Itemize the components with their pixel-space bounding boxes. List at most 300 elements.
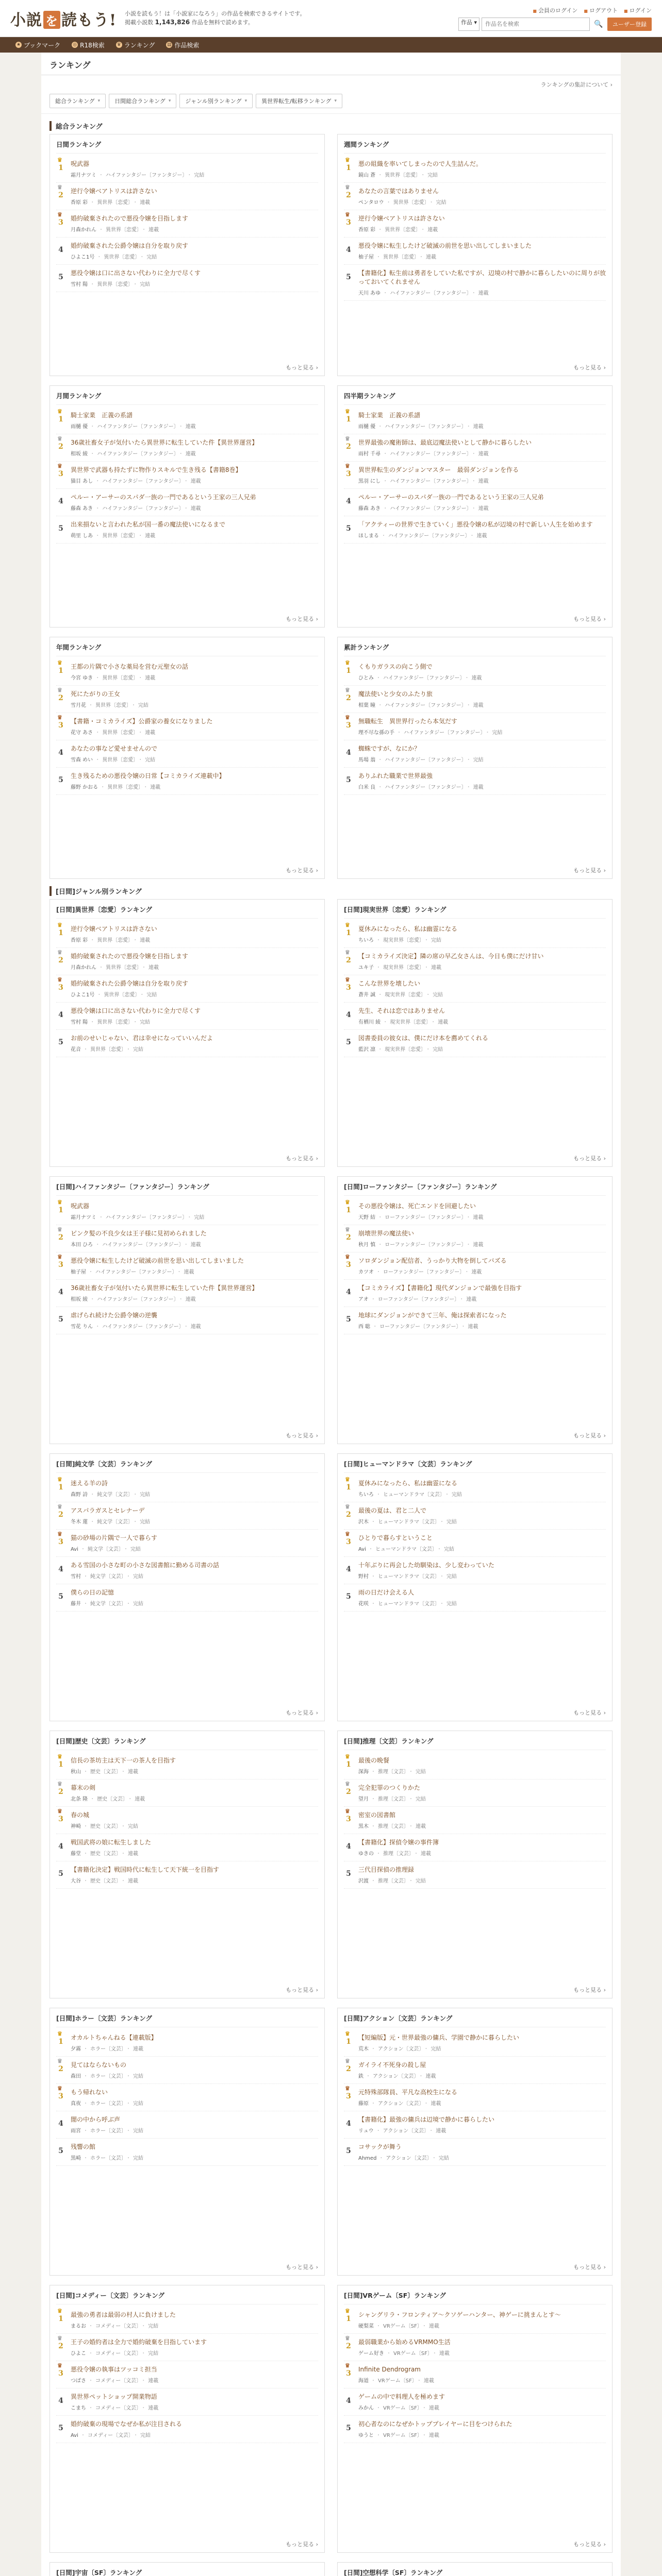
work-author[interactable]: 森田 [71,2074,81,2079]
work-author[interactable]: 藤井 [71,1601,81,1607]
work-author[interactable]: Avi [71,1547,78,1552]
work-meta [358,531,606,539]
rank-number: 5 [346,2424,351,2432]
work-title-link[interactable]: 世界最強の魔術師は、最底辺魔法使いとして静かに暮らしたい [358,439,532,446]
work-author[interactable]: ひよこ1号 [71,992,95,998]
work-title-link[interactable]: 婚約破棄された公爵令嬢は自分を取り戻す [71,242,189,249]
work-title-link[interactable]: オカルトちゃんねる【連載版】 [71,2034,157,2041]
work-author[interactable]: 相坂 綾 [71,451,88,457]
work-author[interactable]: ちいろ [358,1492,374,1498]
work-title-link[interactable]: 最後の夏は、君と二人で [358,1507,427,1514]
work-status: 連載 [468,1324,478,1330]
work-title-link[interactable]: 【書籍化】最強の傭兵は辺境で静かに暮らしたい [358,2116,495,2123]
more-link[interactable]: もっと見る › [573,2541,606,2548]
work-title-link[interactable]: 戦国武将の娘に転生しました [71,1839,152,1846]
ranking-item-body [358,744,606,763]
ranking-item-body [358,717,606,736]
work-status: 連載 [185,1297,196,1302]
work-author[interactable]: 香原 彩 [71,200,88,206]
work-title-link[interactable]: 迷える羊の詩 [71,1480,108,1487]
work-title-link[interactable]: 婚約破棄の現場でなぜか私が注目される [71,2420,183,2428]
work-author[interactable]: 天川 あゆ [358,291,381,296]
work-title-link[interactable]: その悪役令嬢は、死亡エンドを回避したい [358,1202,476,1210]
work-author[interactable]: 藍沢 凛 [358,1047,376,1053]
work-author[interactable]: 黒木 [358,1824,369,1829]
more-link[interactable]: もっと見る › [286,1987,318,1993]
work-author[interactable]: 荒木 [358,2046,369,2052]
rank-number: 4 [346,497,351,505]
work-author[interactable]: 雪村 [71,1574,81,1580]
work-title-link[interactable]: 悪役令嬢に転生したけど破滅の前世を思い出してしまいました [71,1257,244,1264]
work-title-link[interactable]: 王子の婚約者は全力で婚約破棄を目指しています [71,2338,207,2346]
work-author[interactable]: つばさ [71,2378,86,2384]
work-title-link[interactable]: 完全犯罪のつくりかた [358,1784,421,1791]
work-title-link[interactable]: 最後の晩餐 [358,1757,390,1764]
ranking-item-body [358,1784,606,1802]
work-author[interactable]: 雨樋 優 [71,424,88,430]
header-link-logout[interactable]: ■ ログアウト [584,6,618,14]
work-author[interactable]: 花音 [71,1047,81,1053]
meta-separator: ・ [383,451,388,457]
work-title-link[interactable]: 夏休みになったら、私は幽霊になる [358,925,458,933]
work-title-link[interactable]: 【コミカライズ決定】隣の席の早乙女さんは、今日も僕にだけ甘い [358,953,544,960]
ranking-item [56,2139,318,2166]
work-author[interactable]: 望月 [358,1797,369,1802]
work-title-link[interactable]: お前のせいじゃない、君は幸せになっていいんだよ [71,1035,213,1042]
work-author[interactable]: まるお [71,2324,86,2329]
work-author[interactable]: 柚子屋 [71,1269,86,1275]
work-author[interactable]: 真夜 [71,2101,81,2107]
meta-separator: ・ [139,255,145,260]
meta-separator: ・ [376,1269,381,1275]
meta-separator: ・ [90,282,95,287]
work-title-link[interactable]: くもりガラスの向こう側で [358,663,433,670]
ranking-item-body [71,2311,318,2329]
work-genre: VRゲーム〔SF〕 [378,2378,415,2384]
ranking-item [344,1780,606,1807]
work-title-link[interactable]: 【書籍化】転生前は勇者をしていた私ですが、辺境の村で静かに暮らしたいのに周りが放っておいてくれません [358,269,606,285]
work-status: 完結 [140,1519,151,1525]
meta-separator: ・ [439,1519,444,1525]
work-title-link[interactable]: 逆行令嬢ベアトリスは許さない [71,925,157,933]
work-author[interactable]: 秋山 [71,1769,81,1775]
more-link[interactable]: もっと見る › [573,616,606,622]
work-author[interactable]: 香原 彩 [71,938,88,943]
work-title-link[interactable]: 【書籍・コミカライズ】公爵家の養女になりました [71,718,213,725]
work-title-link[interactable]: 生き残るための悪役令嬢の日常【コミカライズ連載中】 [71,772,225,779]
work-author[interactable]: 理不尽な孫の手 [358,730,394,736]
meta-separator: ・ [88,2351,93,2357]
work-title-link[interactable]: 無職転生 異世界行ったら本気だす [358,718,458,725]
work-author[interactable]: 雨村 千尋 [358,451,381,457]
more-link[interactable]: もっと見る › [286,1709,318,1716]
work-title-link[interactable]: あなたの事など愛せませんので [71,745,158,752]
work-status: 連載 [128,1851,138,1857]
work-meta [358,755,606,763]
work-meta [358,2072,606,2079]
meta-separator: ・ [376,2433,381,2438]
work-author[interactable]: 雪村 陽 [71,282,88,287]
work-title-link[interactable]: 見てはならないもの [71,2061,127,2069]
ranking-item [56,1584,318,1612]
work-author[interactable]: 雪森 めい [71,757,93,763]
more-link[interactable]: もっと見る › [286,1432,318,1439]
header-link-member[interactable]: ■ 会員のログイン [533,6,577,14]
work-title-link[interactable]: 蜘蛛ですが、なにか？ [358,745,421,752]
work-meta [71,1045,318,1053]
work-author[interactable]: 鏡山 蒼 [358,173,376,178]
work-author[interactable]: 藤野 かおる [71,785,98,790]
work-author[interactable]: ゆきの [358,1851,374,1857]
tab-isekai[interactable]: 異世界転生/転移ランキング ▾ [256,94,342,108]
work-author[interactable]: こまち [71,2405,86,2411]
work-author[interactable]: 蒼井 誠 [358,992,376,998]
ranking-list [344,2029,606,2260]
work-author[interactable]: 猫目 あし [71,479,93,484]
more-link[interactable]: もっと見る › [286,364,318,371]
work-title-link[interactable]: ある雪国の小さな町の小さな図書館に勤める司書の話 [71,1562,220,1569]
work-author[interactable]: ひよこ [71,2351,86,2357]
work-title-link[interactable]: 王都の片隅で小さな薬局を営む元聖女の話 [71,663,189,670]
work-author[interactable]: 森野 詩 [71,1492,88,1498]
ranking-item [344,768,606,795]
work-title-link[interactable]: 【短編版】元・世界最強の傭兵、学園で静かに暮らしたい [358,2034,520,2041]
work-title-link[interactable]: 魔法使いと少女のふたり旅 [358,690,433,698]
work-author[interactable]: ユキ子 [358,965,374,971]
ranking-item-body [358,2365,606,2384]
work-author[interactable]: みかん [358,2405,374,2411]
work-author[interactable]: 本田 ひろ [71,1242,93,1248]
ranking-item [344,1861,606,1889]
work-meta [358,2126,606,2134]
work-meta [358,1794,606,1802]
work-title-link[interactable]: 婚約破棄されたので悪役令嬢を目指します [71,215,189,222]
meta-separator: ・ [178,424,184,430]
meta-separator: ・ [95,533,101,539]
work-title-link[interactable]: ペルー・アーサーのスパダ一族の一門であるという王家の三人兄弟 [71,494,256,501]
work-author[interactable]: 鉄 [358,2074,363,2079]
work-title-link[interactable]: 最弱職業から始めるVRMMO生活 [358,2338,451,2346]
nav-ranking[interactable] [116,41,155,49]
work-title-link[interactable]: 異世界ペットショップ開業物語 [71,2393,157,2400]
work-author[interactable]: 黒崎 [71,2156,81,2161]
work-author[interactable]: 野村 [358,1574,369,1580]
search-type-select[interactable]: 作品 ▾ [458,18,479,31]
work-meta [358,1599,606,1607]
work-title-link[interactable]: 悪役令嬢は口に出さない代わりに全力で尽くす [71,269,201,277]
work-author[interactable]: 今宮 ゆき [71,675,93,681]
work-author[interactable]: 柚子屋 [358,255,374,260]
work-author[interactable]: 夕霧 [71,2046,81,2052]
work-title-link[interactable]: 虐げられ続けた公爵令嬢の逆襲 [71,1312,158,1319]
rank-number: 4 [346,246,351,254]
meta-separator: ・ [127,1797,133,1802]
work-title-link[interactable]: 呪武器 [71,160,90,167]
work-author[interactable]: 馬場 翁 [358,757,376,763]
meta-separator: ・ [88,2405,93,2411]
work-author[interactable]: 天野 結 [358,1215,376,1221]
work-author[interactable]: 北条 隆 [71,1797,88,1802]
work-genre: 歴史〔文芸〕 [90,1824,119,1829]
more-link[interactable]: もっと見る › [573,1432,606,1439]
ranking-item [344,1475,606,1502]
ranking-item-body [358,1811,606,1829]
ranking-item [344,1003,606,1030]
more-link[interactable]: もっと見る › [286,1155,318,1162]
ranking-item-body [71,663,318,681]
work-title-link[interactable]: あなたの言葉ではありません [358,188,439,195]
ranking-item-body [358,2338,606,2357]
ranking-card [337,1731,613,1998]
rank-number: 4 [58,1842,63,1851]
site-logo[interactable] [10,7,117,30]
work-title-link[interactable]: こんな世界を壊したい [358,980,421,987]
work-title-link[interactable]: 図書委員の彼女は、僕にだけ本を薦めてくれる [358,1035,489,1042]
work-author[interactable]: 藤堂 [71,1851,81,1857]
work-author[interactable]: ほしまる [358,533,379,539]
meta-separator: ・ [383,291,388,296]
work-genre: 異世界〔恋愛〕 [97,1020,131,1025]
work-title-link[interactable]: 三代目探偵の推理録 [358,1866,415,1873]
work-author[interactable]: 神崎 [71,1824,81,1829]
work-status: 完結 [133,2074,143,2079]
work-author[interactable]: 大谷 [71,1878,81,1884]
work-author[interactable]: 萌里 しあ [71,533,93,539]
work-title-link[interactable]: ペルー・アーサーのスパダ一族の一門であるという王家の三人兄弟 [358,494,544,501]
work-title-link[interactable]: 悪役令嬢は口に出さない代わりに全力で尽くす [71,1007,201,1014]
more-link[interactable]: もっと見る › [573,364,606,371]
work-title-link[interactable]: 【書籍化決定】戦国時代に転生して天下統一を目指す [71,1866,220,1873]
meta-separator: ・ [408,1797,413,1802]
work-title-link[interactable]: ありふれた職業で世界最強 [358,772,433,779]
more-link[interactable]: もっと見る › [573,1709,606,1716]
work-author[interactable]: 白米 良 [358,785,376,790]
more-link[interactable]: もっと見る › [573,867,606,874]
work-author[interactable]: 月森かれん [71,227,96,233]
work-author[interactable]: 海道 [358,2378,369,2384]
search-icon[interactable]: 🔍 [592,18,605,31]
work-author[interactable]: 西 聡 [358,1324,371,1330]
rank-number: 5 [346,273,351,281]
work-title-link[interactable]: 悪役令嬢に転生したけど破滅の前世を思い出してしまいました [358,242,532,249]
work-author[interactable]: Avi [358,1547,366,1552]
work-author[interactable]: 冬木 蓮 [71,1519,88,1525]
work-title-link[interactable]: 逆行令嬢ベアトリスは許さない [358,215,445,222]
work-title-link[interactable]: もう帰れない [71,2089,108,2096]
work-author[interactable]: 雨宮 [71,2128,81,2134]
work-title-link[interactable]: 36歳社畜女子が気付いたら異世界に転生していた件【異世界運営】 [71,1284,258,1292]
meta-separator: ・ [139,992,145,998]
rank-crown-icon: ♛ 2 [56,1784,65,1802]
work-title-link[interactable]: 春の城 [71,1811,90,1819]
work-title-link[interactable]: 「アクティーの世界で生きていく」悪役令嬢の私が辺境の村で新しい人生を始めます [358,521,593,528]
work-author[interactable]: 雪花 りん [71,1324,93,1330]
ranking-item-body [71,2420,318,2438]
work-author[interactable]: 相葉 瞳 [358,703,376,708]
work-status: 連載 [466,1297,477,1302]
work-title-link[interactable]: 婚約破棄された公爵令嬢は自分を取り戻す [71,980,189,987]
work-title-link[interactable]: 元特殊部隊員、平凡な高校生になる [358,2089,458,2096]
work-author[interactable]: 香原 彩 [358,227,376,233]
tab-overall[interactable]: 総合ランキング ▾ [49,94,106,108]
work-status: 連載 [473,1242,484,1248]
work-title-link[interactable]: 地球にダンジョンができて三年、俺は探索者になった [358,1312,507,1319]
work-author[interactable]: 相坂 綾 [71,1297,88,1302]
work-title-link[interactable]: 婚約破棄されたので悪役令嬢を目指します [71,953,189,960]
work-author[interactable]: ひとみ [358,675,374,681]
work-author[interactable]: 霜月ナツミ [71,173,96,178]
work-title-link[interactable]: 悪役令嬢の執事はツッコミ担当 [71,2366,157,2373]
work-title-link[interactable]: ピンク髪の不良少女は王子様に見初められました [71,1230,207,1237]
work-meta [71,2099,318,2107]
work-author[interactable]: 藤森 あき [71,506,93,512]
work-author[interactable]: カツオ [358,1269,374,1275]
work-meta [71,673,318,681]
work-author[interactable]: 深海 [358,1769,369,1775]
work-title-link[interactable]: ひとりで暮らすということ [358,1534,433,1541]
work-title-link[interactable]: 逆行令嬢ベアトリスは許さない [71,188,157,195]
work-title-link[interactable]: 信長の茶坊主は天下一の茶人を目指す [71,1757,176,1764]
work-author[interactable]: 秋月 慎 [358,1242,376,1248]
work-author[interactable]: アオ [358,1297,369,1302]
about-ranking-link[interactable]: ランキングの集計について › [541,81,613,88]
work-title-link[interactable]: 【書籍化】探偵令嬢の事件簿 [358,1839,439,1846]
work-title-link[interactable]: 悪の組織を率いてしまったので人生詰んだ。 [358,160,483,167]
work-author[interactable]: ちいろ [358,938,374,943]
work-author[interactable]: 霜月ナツミ [71,1215,96,1221]
work-title-link[interactable]: アスパラガスとセレナーデ [71,1507,145,1514]
work-title-link[interactable]: 【コミカライズ】【書籍化】現代ダンジョンで最強を目指す [358,1284,522,1292]
work-author[interactable]: Avi [71,2433,78,2438]
work-title-link[interactable]: 残響の館 [71,2143,96,2150]
work-title-link[interactable]: 僕らの日の記憶 [71,1589,114,1596]
work-status: 完結 [433,992,443,998]
work-status: 連載 [473,703,484,708]
meta-separator: ・ [436,1547,442,1552]
nav-bookmark[interactable] [15,41,60,49]
work-title-link[interactable]: 死にたがりの王女 [71,690,121,698]
work-title-link[interactable]: 騎士家業 正義の系譜 [358,412,421,419]
rank-number: 5 [58,1315,63,1324]
tab-daily-overall[interactable]: 日間総合ランキング ▾ [109,94,176,108]
work-title-link[interactable]: ゲームの中で料理人を極めます [358,2393,445,2400]
more-link[interactable]: もっと見る › [286,2541,318,2548]
work-author[interactable]: 沢渡 [358,1878,369,1884]
ranking-item-body [71,690,318,708]
meta-separator: ・ [466,1242,471,1248]
work-genre: アクション〔文芸〕 [373,2074,417,2079]
work-genre: ハイファンタジー〔ファンタジー〕 [102,1324,181,1330]
work-title-link[interactable]: 呪武器 [71,1202,90,1210]
work-title-link[interactable]: ソロダンジョン配信者、うっかり大物を倒してバズる [358,1257,507,1264]
work-title-link[interactable]: 闇の中から呼ぶ声 [71,2116,121,2123]
work-author[interactable]: ゆうと [358,2433,374,2438]
work-title-link[interactable]: 猫の砂場の片隅で一人で暮らす [71,1534,158,1541]
work-author[interactable]: 黒羽 にし [358,479,381,484]
header-link-login[interactable]: ■ ログイン [624,6,652,14]
work-title-link[interactable]: 36歳社畜女子が気付いたら異世界に転生していた件【異世界運営】 [71,439,258,446]
user-register-button[interactable]: ユーザー登録 [607,18,652,31]
more-link[interactable]: もっと見る › [286,867,318,874]
meta-separator: ・ [133,1519,138,1525]
work-author[interactable]: 硬梨菜 [358,2324,374,2329]
ranking-list [56,1752,318,1982]
more-link[interactable]: もっと見る › [573,1987,606,1993]
work-genre: 現実世界〔恋愛〕 [383,965,422,971]
more-link[interactable]: もっと見る › [286,616,318,622]
meta-separator: ・ [95,730,101,736]
more-link[interactable]: もっと見る › [573,2264,606,2270]
work-title-link[interactable]: 崩壊世界の魔法使い [358,1230,415,1237]
meta-separator: ・ [460,1324,466,1330]
work-title-link[interactable]: 初心者なのになぜかトッププレイヤーに目をつけられた [358,2420,512,2428]
work-author[interactable]: 月森かれん [71,965,96,971]
work-title-link[interactable]: 騎士家業 正義の系譜 [71,412,133,419]
ranking-item-body [71,1284,318,1302]
work-meta [71,2126,318,2134]
rank-number: 5 [58,776,63,784]
work-title-link[interactable]: 雨の日だけ会える人 [358,1589,415,1596]
work-genre: 純文学〔文芸〕 [97,1492,131,1498]
more-container [344,2537,606,2548]
work-author[interactable]: 藤原 [358,2101,369,2107]
work-author[interactable]: 雨樋 優 [358,424,376,430]
work-author[interactable]: 雪月花 [71,703,86,708]
work-title-link[interactable]: 幕末の剣 [71,1784,96,1791]
work-author[interactable]: 沢木 [358,1519,369,1525]
ranking-item [344,1530,606,1557]
work-author[interactable]: リュウ [358,2128,374,2134]
work-status: 完結 [427,173,438,178]
work-title-link[interactable]: 出来損ないと言われた私が国一番の魔法使いになるまで [71,521,226,528]
work-author[interactable]: Ahmed [358,2156,377,2161]
meta-separator: ・ [183,1242,189,1248]
work-title-link[interactable]: 最強の勇者は最弱の村人に負けました [71,2311,176,2318]
work-genre: VRゲーム〔SF〕 [383,2324,420,2329]
work-title-link[interactable]: 異世界で武器も持たずに物作りスキルで生き残る【書籍8巻】 [71,466,242,473]
work-author[interactable]: 花守 あさ [71,730,93,736]
work-genre: 異世界〔恋愛〕 [104,992,138,998]
work-title-link[interactable]: ガイライ不死身の殺し屋 [358,2061,426,2069]
nav-r18-search[interactable] [72,41,105,49]
more-link[interactable]: もっと見る › [573,1155,606,1162]
work-author[interactable]: 有栖川 綾 [358,1020,381,1025]
work-meta [358,1822,606,1829]
work-author[interactable]: 花咲 [358,1601,369,1607]
nav-work-search[interactable] [166,41,199,49]
work-title-link[interactable]: 異世界転生のダンジョンマスター 最弱ダンジョンを作る [358,466,519,473]
work-author[interactable]: ゲーム好き [358,2351,384,2357]
work-genre: 異世界〔恋愛〕 [95,703,129,708]
work-title-link[interactable]: 十年ぶりに再会した幼馴染は、少し変わっていた [358,1562,494,1569]
work-title-link[interactable]: Infinite Dendrogram [358,2366,421,2373]
ranking-list [56,2307,318,2537]
work-title-link[interactable]: 先生、それは恋ではありません [358,1007,445,1014]
work-author[interactable]: ひよこ1号 [71,255,95,260]
search-input[interactable] [482,18,590,31]
work-author[interactable]: ペンタロウ [358,200,384,206]
work-title-link[interactable]: 密室の図書館 [358,1811,396,1819]
work-title-link[interactable]: 夏休みになったら、私は幽霊になる [358,1480,458,1487]
ranking-item-body [71,1811,318,1829]
tab-genre[interactable]: ジャンル別ランキング ▾ [179,94,253,108]
meta-separator: ・ [372,1324,378,1330]
more-link[interactable]: もっと見る › [286,2264,318,2270]
work-author[interactable]: 藤森 あき [358,506,381,512]
work-title-link[interactable]: コサックが舞う [358,2143,402,2150]
work-author[interactable]: 雪村 陽 [71,1020,88,1025]
work-title-link[interactable]: シャングリラ・フロンティア〜クソゲーハンター、神ゲーに挑まんとす〜 [358,2311,561,2318]
